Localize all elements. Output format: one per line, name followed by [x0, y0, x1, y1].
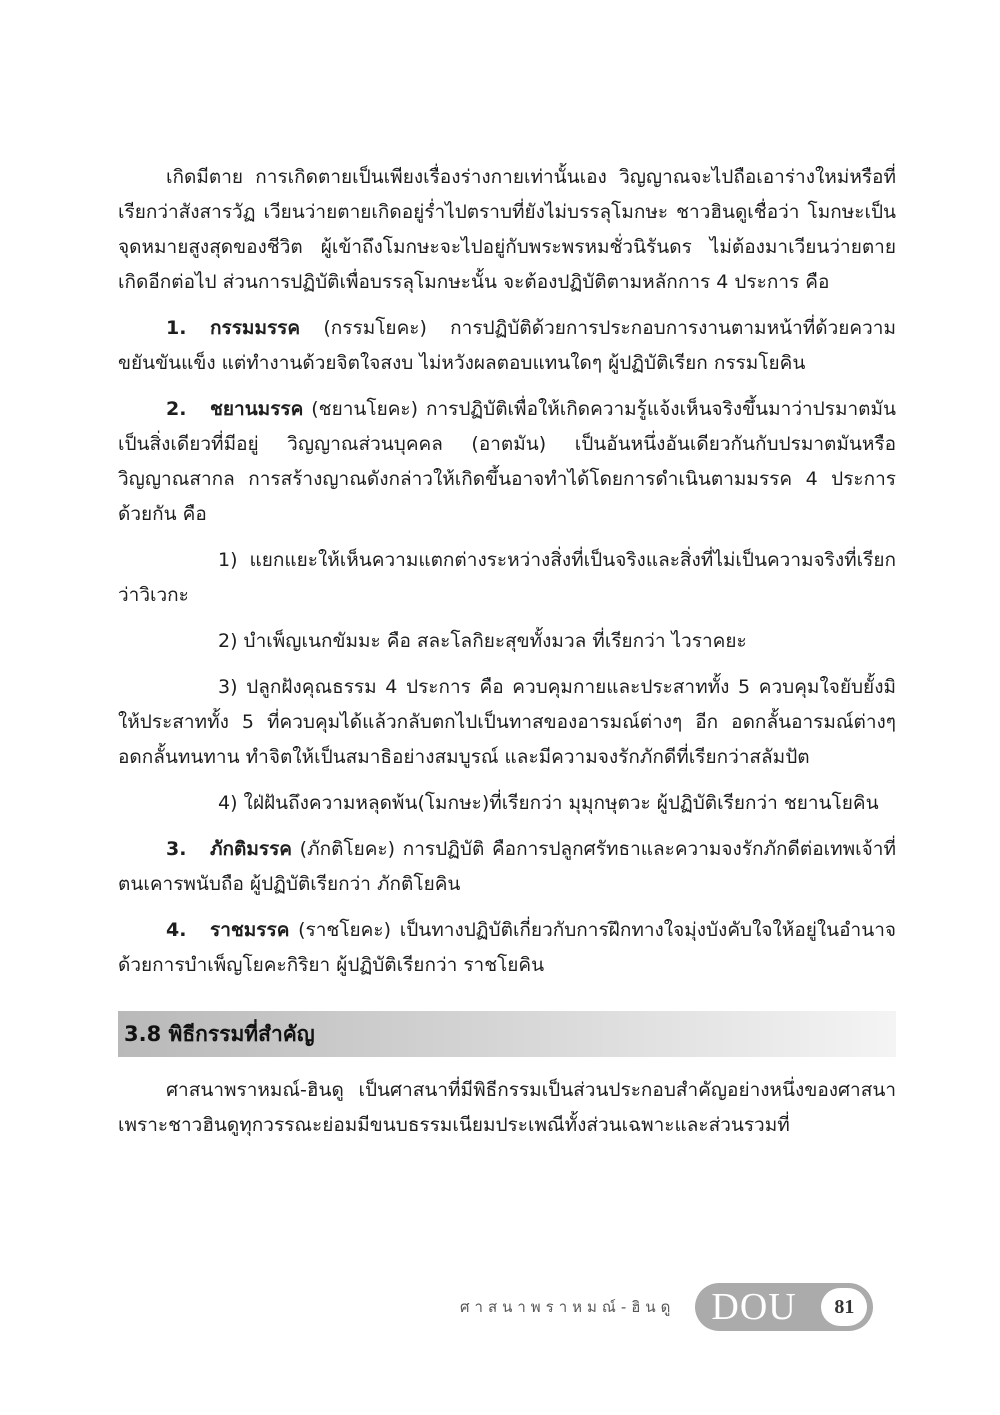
item-number: 2. [166, 398, 187, 420]
list-item-jnana-marga [118, 392, 896, 532]
running-title: ศาสนาพราหมณ์-ฮินดู [460, 1298, 676, 1316]
section-paragraph: ศาสนาพราหมณ์-ฮินดู เป็นศาสนาที่มีพิธีกรรมเป็นส่วนประกอบสำคัญอย่างหนึ่งของศาสนา เพราะชาวฮินดูทุกวรรณะย่อมมีขนบธรรมเนียมประเพณีทั้งส่วนเฉพาะและส่วนรวมที่ [118, 1079, 896, 1136]
list-item-raja-marga [118, 913, 896, 983]
intro-paragraph: เกิดมีตาย การเกิดตายเป็นเพียงเรื่องร่างกายเท่านั้นเอง วิญญาณจะไปถือเอาร่างใหม่หรือที่เรียกว่าสังสารวัฏ เวียนว่ายตายเกิดอยู่ร่ำไปตราบที่ยังไม่บรรลุโมกษะ ชาวฮินดูเชื่อว่า โมกษะเป็นจุดหมายสูงสุดของชีวิต ผู้เข้าถึงโมกษะจะไปอยู่กับพระพรหมชั่วนิรันดร ไม่ต้องมาเวียนว่ายตายเกิดอีกต่อไป ส่วนการปฏิบัติเพื่อบรรลุโมกษะนั้น จะต้องปฏิบัติตามหลักการ 4 ประการ คือ [118, 166, 896, 293]
sub-item-3: 3) ปลูกฝังคุณธรรม 4 ประการ คือ ควบคุมกายและประสาททั้ง 5 ควบคุมใจยับยั้งมิให้ประสาททั้ง 5 ที่ควบคุมได้แล้วกลับตกไปเป็นทาสของอารมณ์ต่างๆ อีก อดกลั้นอารมณ์ต่างๆ อดกลั้นทนทาน ทำจิตให้เป็นสมาธิอย่างสมบูรณ์ และมีความจงรักภักดีที่เรียกว่าสลัมปัต [118, 676, 896, 768]
list-item-karma-marga [118, 311, 896, 381]
section-title: 3.8 พิธีกรรมที่สำคัญ [124, 1021, 315, 1046]
item-number: 4. [166, 919, 187, 941]
page-footer [460, 1282, 900, 1332]
page-number: 81 [821, 1288, 867, 1326]
item-text: (ราชโยคะ) เป็นทางปฏิบัติเกี่ยวกับการฝึกทางใจมุ่งบังคับใจให้อยู่ในอำนาจด้วยการบำเพ็ญโยคะกิริยา ผู้ปฏิบัติเรียกว่า ราชโยคิน [118, 919, 896, 976]
item-text: (ชยานโยคะ) การปฏิบัติเพื่อให้เกิดความรู้แจ้งเห็นจริงขึ้นมาว่าปรมาตมันเป็นสิ่งเดียวที่มีอยู่ วิญญาณส่วนบุคคล (อาตมัน) เป็นอันหนึ่งอันเดียวกันกับปรมาตมันหรือวิญญาณสากล การสร้างญาณดังกล่าวให้เกิดขึ้นอาจทำได้โดยการดำเนินตามมรรค 4 ประการด้วยกัน คือ [118, 398, 896, 525]
sub-item-1: 1) แยกแยะให้เห็นความแตกต่างระหว่างสิ่งที่เป็นจริงและสิ่งที่ไม่เป็นความจริงที่เรียกว่าวิเวกะ [118, 549, 896, 606]
sub-item-2: 2) บำเพ็ญเนกขัมมะ คือ สละโลกิยะสุขทั้งมวล ที่เรียกว่า ไวราคยะ [218, 630, 747, 652]
list-item-bhakti-marga [118, 832, 896, 902]
item-term: ภักติมรรค [210, 838, 293, 860]
item-term: กรรมมรรค [210, 317, 301, 339]
item-number: 1. [166, 317, 187, 339]
item-term: ราชมรรค [210, 919, 290, 941]
section-header [118, 1011, 896, 1057]
sub-item-4: 4) ใฝ่ฝันถึงความหลุดพ้น(โมกษะ)ที่เรียกว่า มุมุกษุตวะ ผู้ปฏิบัติเรียกว่า ชยานโยคิน [218, 792, 879, 814]
badge-text: DOU [711, 1286, 797, 1328]
dou-badge [695, 1283, 873, 1331]
page-content [118, 160, 896, 1143]
item-text: (กรรมโยคะ) การปฏิบัติด้วยการประกอบการงานตามหน้าที่ด้วยความขยันขันแข็ง แต่ทำงานด้วยจิตใจสงบ ไม่หวังผลตอบแทนใดๆ ผู้ปฏิบัติเรียก กรรมโยคิน [118, 317, 896, 374]
item-term: ชยานมรรค [210, 398, 304, 420]
item-text: (ภักติโยคะ) การปฏิบัติ คือการปลูกศรัทธาและความจงรักภักดีต่อเทพเจ้าที่ตนเคารพนับถือ ผู้ปฏิบัติเรียกว่า ภักติโยคิน [118, 838, 896, 895]
item-number: 3. [166, 838, 187, 860]
